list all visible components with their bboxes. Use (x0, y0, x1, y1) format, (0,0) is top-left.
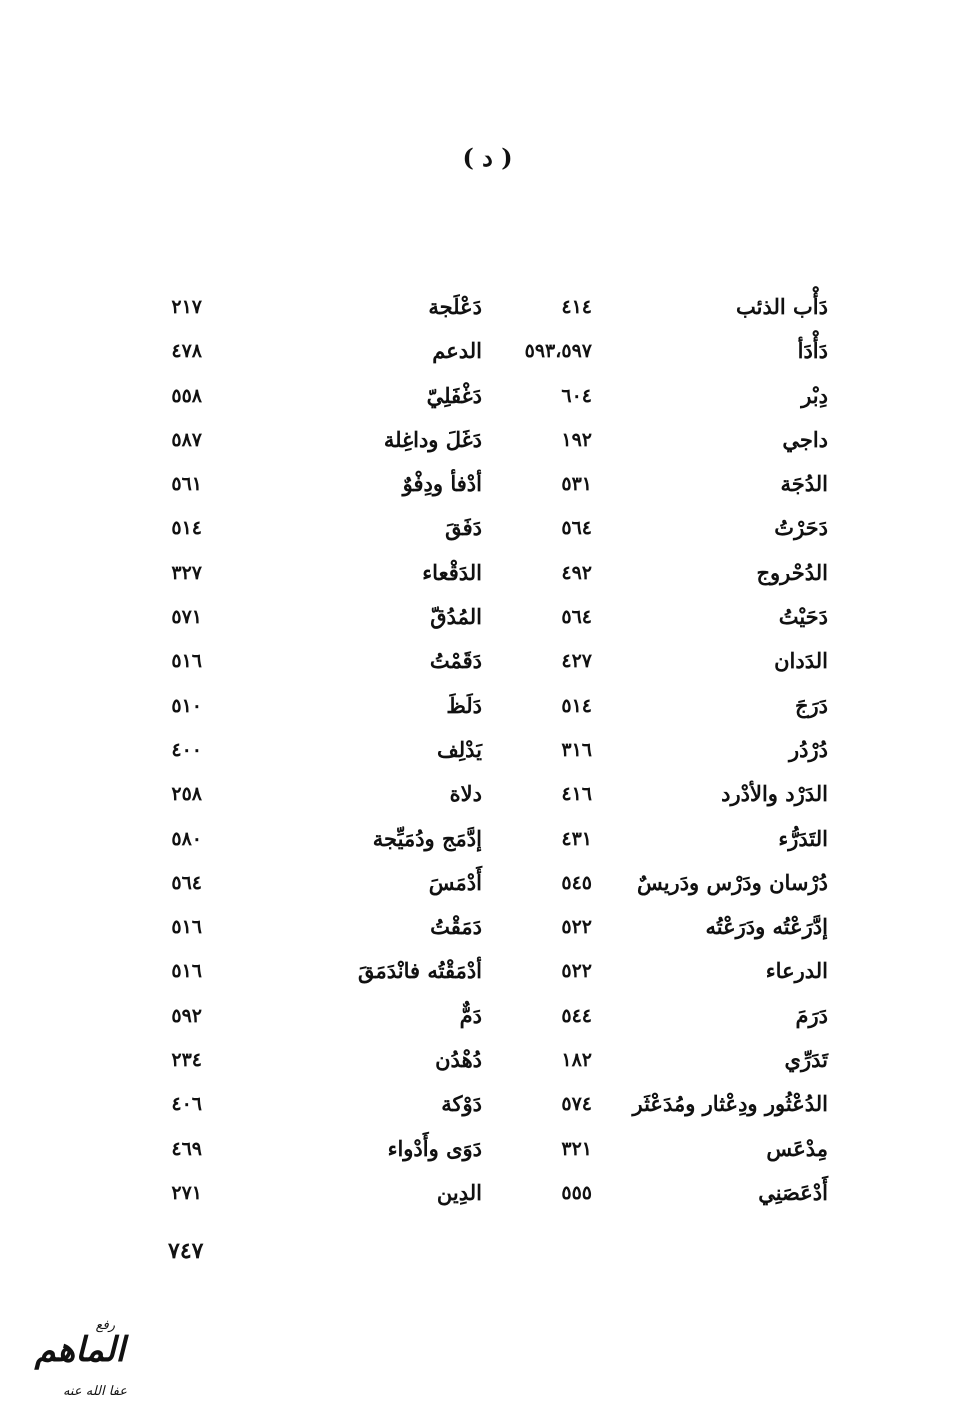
index-row (0, 551, 975, 595)
index-row (0, 374, 975, 418)
entry-page: ٤٠٠ (171, 738, 202, 761)
entry-page: ٥٥٥ (561, 1181, 592, 1204)
entry-word: تَدَرِّي (784, 1047, 828, 1073)
entry-word: دَأْب الذئب (736, 294, 828, 319)
entry-word: دَمَقْتُ (430, 914, 482, 940)
entry-page: ٦٠٤ (561, 384, 592, 407)
entry-word: الدُعْثُور ودِعْثار ومُدَعْثَر (632, 1091, 828, 1117)
entry-page: ٥٢٢ (561, 916, 592, 939)
entry-word: دَأْدَأ (797, 338, 828, 364)
entry-page: ٤٣١ (561, 827, 592, 850)
entry-page: ٤٦٩ (171, 1137, 202, 1160)
entry-page: ٥٨٠ (171, 827, 202, 850)
entry-word: يَدْلِف (436, 736, 482, 762)
entry-page: ٥٦٤ (561, 606, 592, 629)
index-row (0, 861, 975, 905)
entry-page: ٢١٧ (171, 296, 202, 318)
entry-page: ٢٧١ (171, 1181, 202, 1204)
entry-word: أَدْعَصَنِي (758, 1179, 828, 1205)
entry-word: الدُجَة (780, 471, 828, 497)
page-number: ٧٤٧ (168, 1238, 204, 1264)
stamp-blessing: عفا الله عنه (62, 1384, 127, 1399)
entry-word: دَغْفَلِيّ (426, 382, 482, 408)
entry-page: ٣١٦ (561, 738, 592, 761)
index-row (0, 728, 975, 772)
stamp-tag: رفع (95, 1318, 115, 1333)
entry-page: ٢٣٤ (171, 1049, 202, 1072)
entry-page: ٤١٦ (561, 783, 592, 806)
stamp-name: الماهم (34, 1330, 125, 1370)
index-row (0, 994, 975, 1038)
entry-word: دَحَيْتُ (778, 604, 828, 630)
entry-page: ٥٣١ (561, 473, 592, 496)
index-row (0, 949, 975, 993)
index-row (0, 462, 975, 506)
entry-word: دُرْدُر (789, 736, 828, 762)
section-header: ( د ) (462, 143, 513, 172)
entry-word: دلاة (449, 781, 482, 807)
entry-page: ٥١٤ (561, 694, 592, 717)
entry-page: ٥٤٥ (561, 871, 592, 894)
entry-page: ٤٢٧ (561, 650, 592, 673)
entry-word: الدعم (432, 338, 482, 364)
entry-page: ٥١٦ (171, 650, 202, 673)
entry-page: ٣٢٧ (171, 561, 202, 584)
entry-word: مِدْعَس (766, 1135, 828, 1161)
entry-page: ٥١٤ (171, 517, 202, 540)
entry-page: ٤٩٢ (561, 561, 592, 584)
index-row (0, 418, 975, 462)
entry-page: ٤١٤ (561, 296, 592, 318)
entry-page: ٥٧٤ (561, 1093, 592, 1116)
entry-word: إدَّمَج ودُمَيِّجة (372, 825, 482, 851)
entry-page: ١٩٢ (561, 428, 592, 451)
entry-page: ٥٦٤ (171, 871, 202, 894)
entry-word: الدُحْروج (756, 559, 828, 585)
entry-page: ٥٢٢ (561, 960, 592, 983)
entry-word: داجي (782, 426, 828, 452)
entry-word: دَلَظَ (446, 692, 482, 718)
entry-word: دَرَجَ (794, 692, 828, 718)
entry-word: دَوَى وأَدْواء (387, 1135, 482, 1161)
entry-word: دَرَمَ (795, 1002, 828, 1028)
entry-word: دَعْلَجة (428, 294, 482, 319)
index-row (0, 285, 975, 329)
entry-word: إدَّرَعْتُه ودَرَعْتُه (705, 914, 828, 940)
entry-word: دُهْدُن (435, 1047, 482, 1073)
index-row (0, 595, 975, 639)
entry-word: دَقَمْتُ (429, 648, 482, 674)
entry-word: دَمٌّ (459, 1002, 482, 1028)
stamp-logo (12, 1318, 137, 1413)
entry-page: ٥٤٤ (561, 1004, 592, 1027)
index-row (0, 1038, 975, 1082)
entry-word: الدَقْعاء (422, 559, 482, 585)
entry-page: ٥٥٨ (171, 384, 202, 407)
entry-word: أدْفأ ودِفْوٌ (402, 471, 482, 497)
entry-page: ٤٠٦ (171, 1093, 202, 1116)
entry-page: ٢٥٨ (171, 783, 202, 806)
entry-word: دِبْر (801, 382, 828, 408)
index-row (0, 817, 975, 861)
entry-word: الدَرْد والأدْرد (721, 781, 828, 807)
entry-page: ١٨٢ (561, 1049, 592, 1072)
entry-word: الدرعاء (765, 958, 828, 984)
entry-word: الدِين (436, 1179, 482, 1205)
index-row (0, 772, 975, 816)
index-row (0, 329, 975, 373)
entry-page: ٥٦١ (171, 473, 202, 496)
entry-word: دُرْسان ودَرْس ودَريسٌ (636, 869, 828, 895)
index-row (0, 1171, 975, 1215)
entry-page: ٥١٦ (171, 916, 202, 939)
index-row (0, 506, 975, 550)
entry-word: دَفَقَ (445, 515, 482, 541)
entry-page: ٤٧٨ (171, 340, 202, 363)
index-row (0, 639, 975, 683)
entry-page: ٣٢١ (561, 1137, 592, 1160)
index-row (0, 1127, 975, 1171)
entry-page: ٥١٦ (171, 960, 202, 983)
index-row (0, 684, 975, 728)
entry-page: ٥٨٧ (171, 428, 202, 451)
entry-page: ٥٦٤ (561, 517, 592, 540)
entry-word: أَدْمَسَ (428, 869, 482, 895)
index-row (0, 905, 975, 949)
entry-page: ٥٩٢ (171, 1004, 202, 1027)
entry-page: ٥٩٣،٥٩٧ (524, 340, 592, 363)
index-table (0, 285, 975, 1215)
entry-word: الدَدان (774, 648, 828, 674)
entry-word: دَحَرْتُ (774, 515, 828, 541)
entry-word: دَوْكة (441, 1091, 482, 1117)
entry-page: ٥٧١ (171, 606, 202, 629)
entry-word: التَدَرُّء (778, 825, 828, 851)
entry-word: دَغَلَ وداغِلة (383, 426, 482, 452)
entry-word: المُدُقّ (430, 604, 482, 630)
index-row (0, 1082, 975, 1126)
entry-page: ٥١٠ (171, 694, 202, 717)
entry-word: أدْمَقْتُه فانْدَمَقَ (357, 958, 482, 984)
